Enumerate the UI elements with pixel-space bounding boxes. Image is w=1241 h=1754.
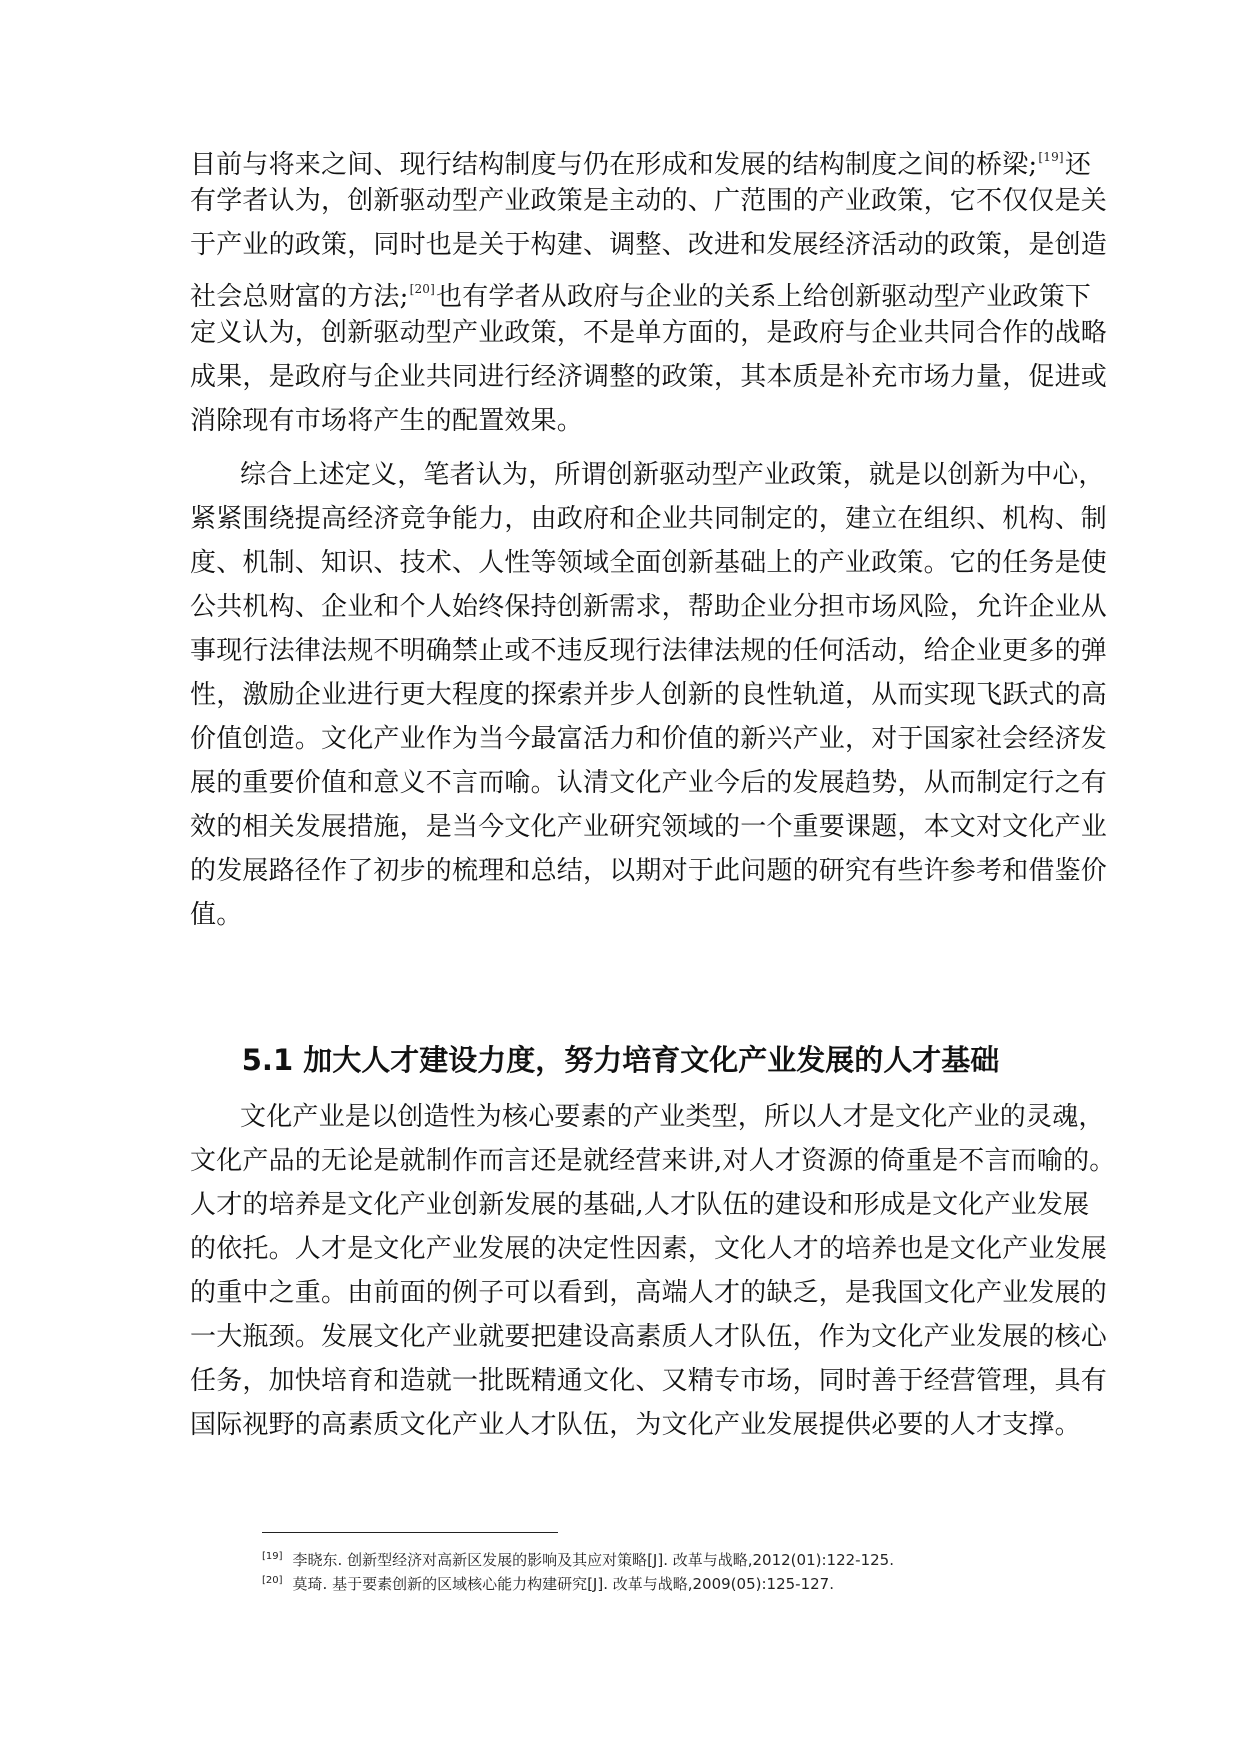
citation-ref[interactable]: [20] [409,282,435,296]
footnote-number: [20] [262,1575,283,1586]
footnote-text: 莫琦. 基于要素创新的区域核心能力构建研究[J]. 改革与战略,2009(05):125-127. [292,1575,834,1593]
section-heading: 5.1 加大人才建设力度，努力培育文化产业发展的人才基础 [241,1043,1000,1077]
paragraph-line: 于产业的政策，同时也是关于构建、调整、改进和发展经济活动的政策，是创造 [190,230,1108,260]
paragraph-line: 文化产品的无论是就制作而言还是就经营来讲,对人才资源的倚重是不言而喻的。 [190,1146,1116,1176]
paragraph-line: 文化产业是以创造性为核心要素的产业类型，所以人才是文化产业的灵魂， [240,1102,1105,1132]
footnote-separator [262,1532,558,1533]
footnote-text: 李晓东. 创新型经济对高新区发展的影响及其应对策略[J]. 改革与战略,2012(01):122-125. [292,1551,894,1569]
paragraph-line: 消除现有市场将产生的配置效果。 [190,406,584,436]
paragraph-line: 价值创造。文化产业作为当今最富活力和价值的新兴产业，对于国家社会经济发 [190,724,1108,754]
paragraph-line: 的依托。人才是文化产业发展的决定性因素，文化人才的培养也是文化产业发展 [190,1234,1108,1264]
paragraph-line: 事现行法律法规不明确禁止或不违反现行法律法规的任何活动，给企业更多的弹 [190,636,1108,666]
footnote-number: [19] [262,1551,283,1562]
paragraph-line: 社会总财富的方法;[20]也有学者从政府与企业的关系上给创新驱动型产业政策下 [190,282,1092,312]
paragraph-line: 综合上述定义，笔者认为，所谓创新驱动型产业政策，就是以创新为中心， [240,460,1105,490]
paragraph-line: 值。 [190,900,243,930]
paragraph-line: 的发展路径作了初步的梳理和总结，以期对于此问题的研究有些许参考和借鉴价 [190,856,1108,886]
paragraph-line: 国际视野的高素质文化产业人才队伍，为文化产业发展提供必要的人才支撑。 [190,1410,1081,1440]
paragraph-line: 的重中之重。由前面的例子可以看到，高端人才的缺乏，是我国文化产业发展的 [190,1278,1108,1308]
paragraph-line: 度、机制、知识、技术、人性等领域全面创新基础上的产业政策。它的任务是使 [190,548,1108,578]
paragraph-line: 一大瓶颈。发展文化产业就要把建设高素质人才队伍，作为文化产业发展的核心 [190,1322,1108,1352]
paragraph-line: 有学者认为，创新驱动型产业政策是主动的、广范围的产业政策，它不仅仅是关 [190,186,1108,216]
paragraph-line: 公共机构、企业和个人始终保持创新需求，帮助企业分担市场风险，允许企业从 [190,592,1108,622]
citation-ref[interactable]: [19] [1038,150,1064,164]
paragraph-line: 性，激励企业进行更大程度的探索并步人创新的良性轨道，从而实现飞跃式的高 [190,680,1108,710]
paragraph-line: 紧紧围绕提高经济竞争能力，由政府和企业共同制定的，建立在组织、机构、制 [190,504,1108,534]
paragraph-line: 展的重要价值和意义不言而喻。认清文化产业今后的发展趋势，从而制定行之有 [190,768,1108,798]
footnote [262,1571,834,1594]
paragraph-line: 任务，加快培育和造就一批既精通文化、又精专市场，同时善于经营管理，具有 [190,1366,1108,1396]
paragraph-line: 效的相关发展措施，是当今文化产业研究领域的一个重要课题，本文对文化产业 [190,812,1108,842]
paragraph-line: 成果，是政府与企业共同进行经济调整的政策，其本质是补充市场力量，促进或 [190,362,1108,392]
paragraph-line: 定义认为，创新驱动型产业政策，不是单方面的，是政府与企业共同合作的战略 [190,318,1108,348]
paragraph-line: 目前与将来之间、现行结构制度与仍在形成和发展的结构制度之间的桥梁;[19]还 [190,150,1092,180]
footnote [262,1547,894,1570]
paragraph-line: 人才的培养是文化产业创新发展的基础,人才队伍的建设和形成是文化产业发展 [190,1190,1090,1220]
